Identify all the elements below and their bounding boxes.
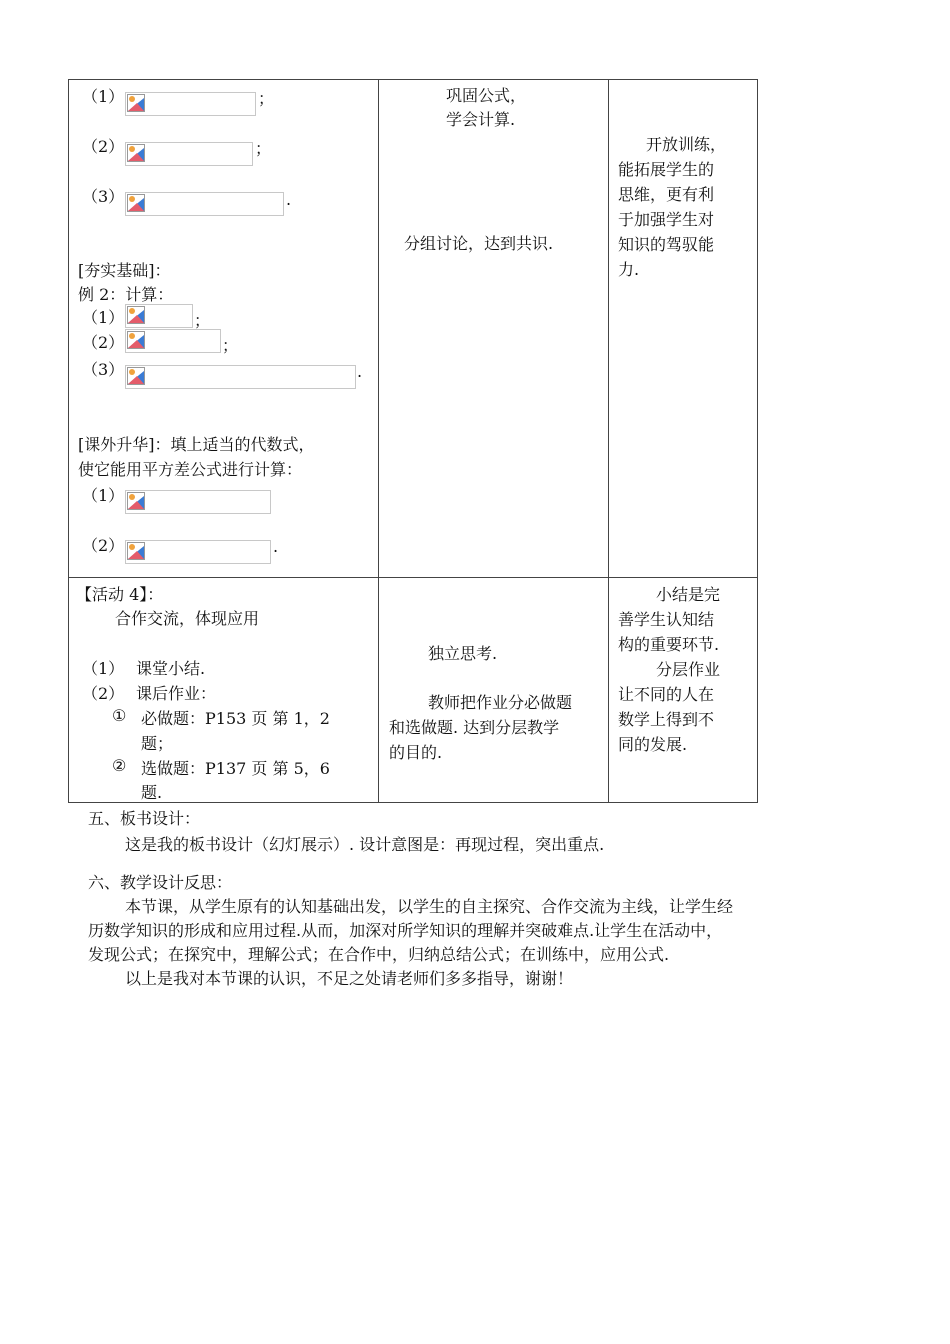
broken-image-icon [127, 542, 145, 560]
example-2-label: 例 2：计算： [78, 285, 174, 304]
broken-image-icon [127, 492, 145, 510]
right-text: 构的重要环节. [618, 635, 720, 654]
paragraph-line: 以上是我对本节课的认识，不足之处请老师们多多指导，谢谢！ [125, 969, 574, 988]
table-border-right [757, 79, 758, 803]
item-label: （3） [82, 360, 125, 379]
item-text: 课堂小结. [136, 659, 206, 678]
homework-text: 必做题：P153 页 第 1，2 [141, 709, 330, 728]
middle-text: 巩固公式， [446, 86, 527, 105]
formula-image [125, 92, 256, 116]
paragraph-line: 发现公式；在探究中，理解公式；在合作中，归纳总结公式；在训练中，应用公式. [88, 945, 670, 964]
table-row-divider [68, 577, 758, 578]
formula-image [125, 192, 284, 216]
right-text: 小结是完 [656, 585, 721, 604]
middle-text: 独立思考. [428, 644, 498, 663]
item-end: ； [258, 89, 275, 108]
broken-image-icon [127, 94, 145, 112]
right-text: 于加强学生对 [618, 210, 715, 229]
formula-image [125, 329, 221, 353]
broken-image-icon [127, 144, 145, 162]
item-end: . [286, 190, 292, 209]
table-col-divider-1 [378, 79, 379, 803]
homework-text: 选做题：P137 页 第 5，6 [141, 759, 330, 778]
table-border-top [68, 79, 758, 80]
right-text: 善学生认知结 [618, 610, 715, 629]
middle-text: 教师把作业分必做题 [428, 693, 573, 712]
item-label: （3） [82, 187, 125, 206]
item-end: ； [255, 139, 272, 158]
right-text: 能拓展学生的 [618, 160, 715, 179]
item-label: （2） [82, 137, 125, 156]
broken-image-icon [127, 367, 145, 385]
item-label: （2） [82, 333, 125, 352]
heading-basic: [夯实基础]： [78, 261, 171, 280]
table-border-left [68, 79, 69, 803]
item-end: ； [222, 336, 239, 355]
right-text: 分层作业 [656, 660, 721, 679]
item-number: （1） [82, 659, 125, 678]
formula-image [125, 142, 253, 166]
item-end: . [357, 362, 363, 381]
item-label: （1） [82, 308, 125, 327]
item-number: （2） [82, 684, 125, 703]
heading-extra: [课外升华]：填上适当的代数式， [78, 435, 315, 454]
formula-image [125, 540, 271, 564]
paragraph-line: 历数学知识的形成和应用过程.从而，加深对所学知识的理解并突破难点.让学生在活动中， [88, 921, 723, 940]
section-title: 六、教学设计反思： [88, 873, 233, 892]
formula-image [125, 304, 193, 328]
circled-number: ① [112, 706, 127, 725]
heading-extra-continued: 使它能用平方差公式进行计算： [78, 460, 303, 479]
homework-text: 题. [141, 783, 163, 802]
formula-image [125, 490, 271, 514]
middle-text: 学会计算. [446, 110, 516, 129]
section-body: 这是我的板书设计（幻灯展示）. 设计意图是：再现过程，突出重点. [125, 835, 605, 854]
formula-image [125, 365, 356, 389]
item-text: 课后作业： [136, 684, 217, 703]
homework-text: 题； [141, 734, 174, 753]
item-label: （1） [82, 87, 125, 106]
broken-image-icon [127, 306, 145, 324]
middle-text: 分组讨论，达到共识. [404, 234, 554, 253]
broken-image-icon [127, 194, 145, 212]
right-text: 力. [618, 260, 640, 279]
item-end: ； [194, 311, 211, 330]
activity-title: 【活动 4】： [76, 585, 164, 604]
section-title: 五、板书设计： [88, 809, 201, 828]
middle-text: 和选做题. 达到分层教学 [389, 718, 560, 737]
middle-text: 的目的. [389, 743, 443, 762]
right-text: 数学上得到不 [618, 710, 715, 729]
right-text: 知识的驾驭能 [618, 235, 715, 254]
right-text: 同的发展. [618, 735, 688, 754]
circled-number: ② [112, 756, 127, 775]
table-border-bottom [68, 802, 758, 803]
broken-image-icon [127, 331, 145, 349]
right-text: 思维，更有利 [618, 185, 715, 204]
table-col-divider-2 [608, 79, 609, 803]
item-label: （1） [82, 486, 125, 505]
right-text: 开放训练， [646, 135, 727, 154]
item-label: （2） [82, 536, 125, 555]
right-text: 让不同的人在 [618, 685, 715, 704]
activity-subtitle: 合作交流，体现应用 [115, 609, 260, 628]
item-end: . [273, 537, 279, 556]
paragraph-line: 本节课，从学生原有的认知基础出发，以学生的自主探究、合作交流为主线，让学生经 [125, 897, 734, 916]
